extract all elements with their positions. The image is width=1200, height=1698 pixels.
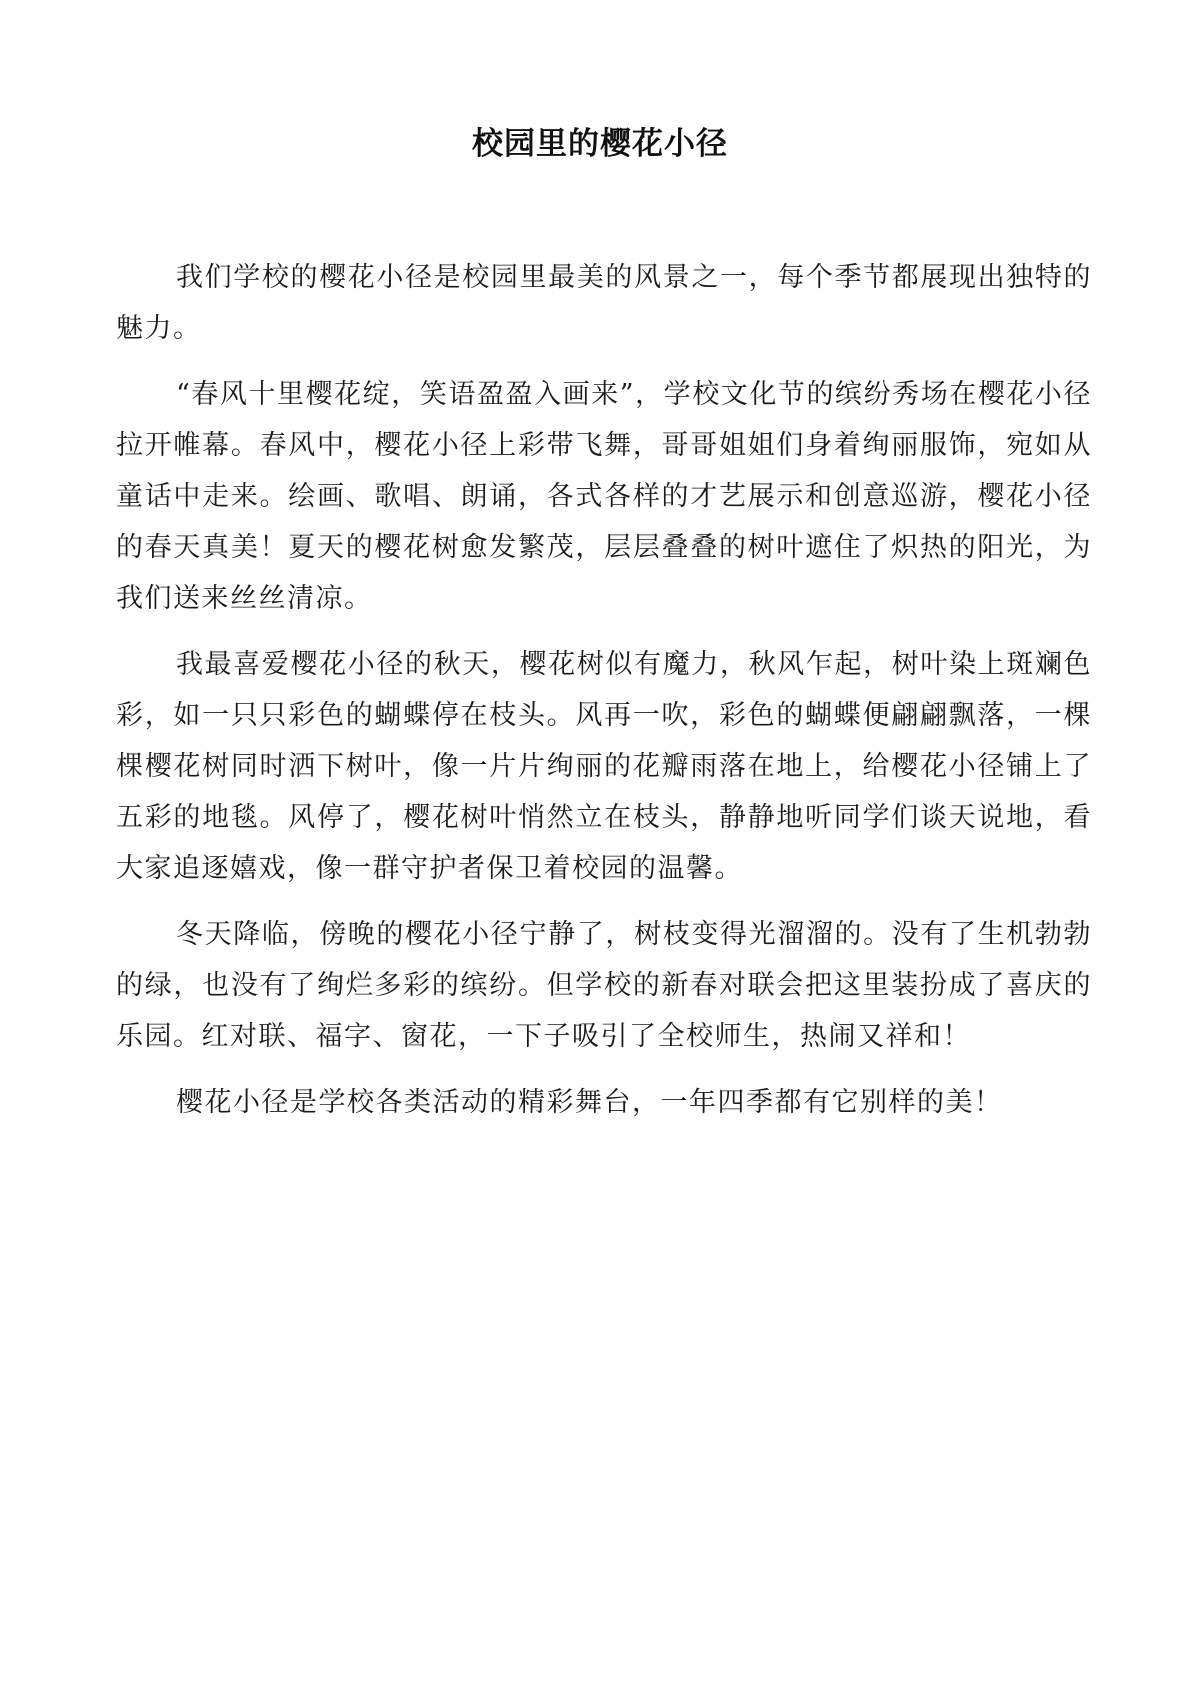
paragraph-conclusion: 樱花小径是学校各类活动的精彩舞台，一年四季都有它别样的美！ xyxy=(176,1087,1003,1118)
paragraph-intro: 我们学校的樱花小径是校园里最美的风景之一，每个季节都展现出独特的魅力。 xyxy=(116,262,1092,344)
paragraph-autumn: 我最喜爱樱花小径的秋天，樱花树似有魔力，秋风乍起，树叶染上斑斓色彩，如一只只彩色的蝴蝶停在枝头。风再一吹，彩色的蝴蝶便翩翩飘落，一棵棵樱花树同时洒下树叶，像一片片绚丽的花瓣雨落在地上，给樱花小径铺上了五彩的地毯。风停了，樱花树叶悄然立在枝头，静静地听同学们谈天说地，看大家追逐嬉戏，像一群守护者保卫着校园的温馨。 xyxy=(116,649,1092,884)
paragraph-spring-summer: “春风十里樱花绽，笑语盈盈入画来”，学校文化节的缤纷秀场在樱花小径拉开帷幕。春风中，樱花小径上彩带飞舞，哥哥姐姐们身着绚丽服饰，宛如从童话中走来。绘画、歌唱、朗诵，各式各样的才艺展示和创意巡游，樱花小径的春天真美！夏天的樱花树愈发繁茂，层层叠叠的树叶遮住了炽热的阳光，为我们送来丝丝清凉。 xyxy=(116,379,1092,614)
paragraph-winter: 冬天降临，傍晚的樱花小径宁静了，树枝变得光溜溜的。没有了生机勃勃的绿，也没有了绚烂多彩的缤纷。但学校的新春对联会把这里装扮成了喜庆的乐园。红对联、福字、窗花，一下子吸引了全校师生，热闹又祥和！ xyxy=(116,919,1092,1052)
document-body xyxy=(116,252,1092,1143)
document-title: 校园里的樱花小径 xyxy=(472,126,728,162)
